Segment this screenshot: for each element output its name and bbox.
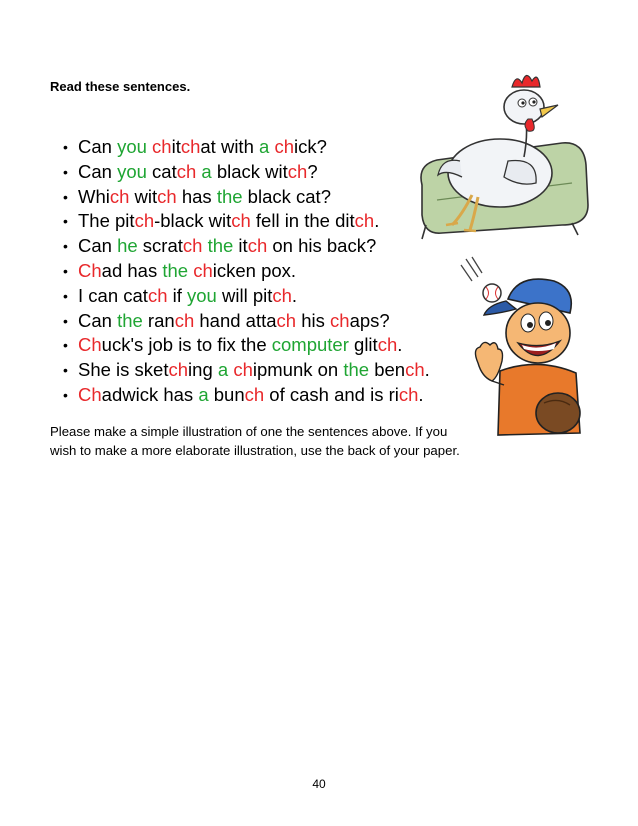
sight-word: you: [117, 136, 147, 157]
sentence-item: [63, 333, 430, 358]
sight-word: the: [216, 185, 243, 207]
sentence-text: .: [424, 359, 430, 381]
sentence-text: She is sket: [78, 359, 169, 381]
sight-word: a: [217, 359, 229, 381]
sentence-text: of cash and is ri: [264, 383, 399, 405]
sentence-text: Can: [78, 160, 118, 182]
sentence-text: icken pox.: [212, 259, 297, 281]
illustration-note: Please make a simple illustration of one the sentences above. If you wish to make a more elaborate illustration, use the back of your paper.: [50, 424, 460, 458]
sentence-item: [63, 309, 430, 334]
sentence-text: Can: [78, 235, 118, 257]
sight-word: a: [259, 136, 270, 157]
bullet-icon: •: [63, 188, 68, 205]
ch-digraph: ch: [330, 309, 350, 331]
sight-word: you: [117, 160, 147, 182]
sentence-text: -black wit: [154, 210, 232, 232]
ch-digraph: ch: [272, 284, 292, 306]
sentence-text: on his back?: [267, 235, 377, 257]
bullet-icon: •: [63, 362, 68, 379]
sentence-item: [63, 160, 430, 185]
sentence-text: adwick has: [101, 383, 199, 405]
sentence-text: black cat?: [242, 185, 331, 207]
sentence-text: uck's job is to fix the: [101, 334, 272, 356]
sentence-text: will pit: [216, 284, 273, 306]
bullet-icon: •: [63, 287, 68, 304]
sentence-text: ipmunk on: [252, 359, 344, 381]
sight-word: the: [162, 259, 189, 281]
sight-word: the: [207, 235, 234, 257]
ch-digraph: ch: [174, 309, 195, 331]
sentence-text: .: [291, 284, 298, 306]
sentence-text: aps?: [349, 309, 390, 331]
ch-digraph: ch: [176, 160, 197, 182]
ch-digraph: ch: [152, 136, 172, 157]
sentence-text: .: [374, 210, 380, 232]
ch-digraph: Ch: [78, 334, 102, 356]
sentence-text: Can: [78, 136, 118, 157]
sentence-text: scrat: [137, 235, 183, 257]
ch-digraph: ch: [147, 284, 168, 306]
sentence-text: .: [397, 334, 403, 356]
ch-digraph: ch: [405, 359, 425, 381]
sentence-text: it: [233, 235, 248, 257]
sight-word: the: [343, 359, 370, 381]
sentence-text: ben: [369, 359, 406, 381]
sentence-text: ing: [188, 359, 218, 381]
sentence-item: [63, 284, 430, 309]
sentence-text: his: [296, 309, 331, 331]
sentence-text: cat: [146, 160, 177, 182]
sentence-text: hand atta: [194, 309, 277, 331]
sentence-text: Can: [78, 309, 118, 331]
bullet-icon: •: [63, 262, 68, 279]
ch-digraph: ch: [157, 185, 177, 207]
ch-digraph: ch: [398, 383, 419, 405]
sentence-text: I can cat: [78, 284, 148, 306]
bullet-icon: •: [63, 139, 68, 155]
sight-word: a: [201, 160, 212, 182]
sentence-item: [63, 234, 430, 259]
instruction-heading: Read these sentences.: [50, 79, 191, 94]
bullet-icon: •: [63, 213, 68, 230]
ch-digraph: ch: [244, 383, 265, 405]
ch-digraph: ch: [276, 309, 297, 331]
ch-digraph: ch: [354, 210, 375, 232]
sentence-text: .: [418, 383, 424, 405]
sentence-text: glit: [348, 334, 378, 356]
sentence-text: if: [167, 284, 188, 306]
sentence-text: The pit: [78, 210, 135, 232]
ch-digraph: ch: [233, 359, 253, 381]
ch-digraph: ch: [287, 160, 308, 182]
sentence-text: bun: [208, 383, 245, 405]
sentence-text: black wit: [211, 160, 288, 182]
ch-digraph: ch: [180, 136, 201, 157]
sentence-text: Whi: [78, 185, 110, 207]
sentence-text: wit: [129, 185, 158, 207]
sentence-text: has: [176, 185, 217, 207]
ch-digraph: ch: [109, 185, 130, 207]
bullet-icon: •: [63, 163, 68, 180]
sight-word: he: [117, 235, 138, 257]
sentence-item: [63, 135, 430, 160]
ch-digraph: ch: [274, 136, 294, 157]
ch-digraph: ch: [231, 210, 251, 232]
sight-word: the: [117, 309, 143, 331]
page-number: 40: [312, 777, 326, 791]
ch-digraph: ch: [182, 235, 203, 257]
sentence-text: ad has: [101, 259, 163, 281]
sentence-text: ick?: [293, 136, 327, 157]
chicken-on-couch-illustration: [412, 65, 592, 255]
sentence-item: [63, 358, 430, 383]
ch-digraph: ch: [168, 359, 189, 381]
sentence-text: it: [171, 136, 181, 157]
ch-digraph: ch: [134, 210, 155, 232]
sentence-list: [63, 135, 430, 408]
bullet-icon: •: [63, 386, 68, 403]
sentence-text: ?: [307, 160, 318, 182]
sentence-text: at with: [200, 136, 259, 157]
ch-digraph: ch: [377, 334, 398, 356]
ch-digraph: ch: [247, 235, 268, 257]
sentence-text: ran: [142, 309, 175, 331]
sentence-item: [63, 383, 430, 408]
sight-word: you: [187, 284, 217, 306]
ch-digraph: Ch: [78, 259, 102, 281]
ch-digraph: ch: [193, 259, 213, 281]
sight-word: a: [198, 383, 209, 405]
sentence-text: fell in the dit: [250, 210, 355, 232]
sentence-item: [63, 185, 430, 210]
bullet-icon: •: [63, 238, 68, 255]
bullet-icon: •: [63, 337, 68, 354]
sentence-item: [63, 209, 430, 234]
sentence-item: [63, 259, 430, 284]
baseball-boy-illustration: [458, 253, 583, 443]
ch-digraph: Ch: [78, 383, 102, 405]
sight-word: computer: [271, 334, 349, 356]
bullet-icon: •: [63, 312, 68, 329]
